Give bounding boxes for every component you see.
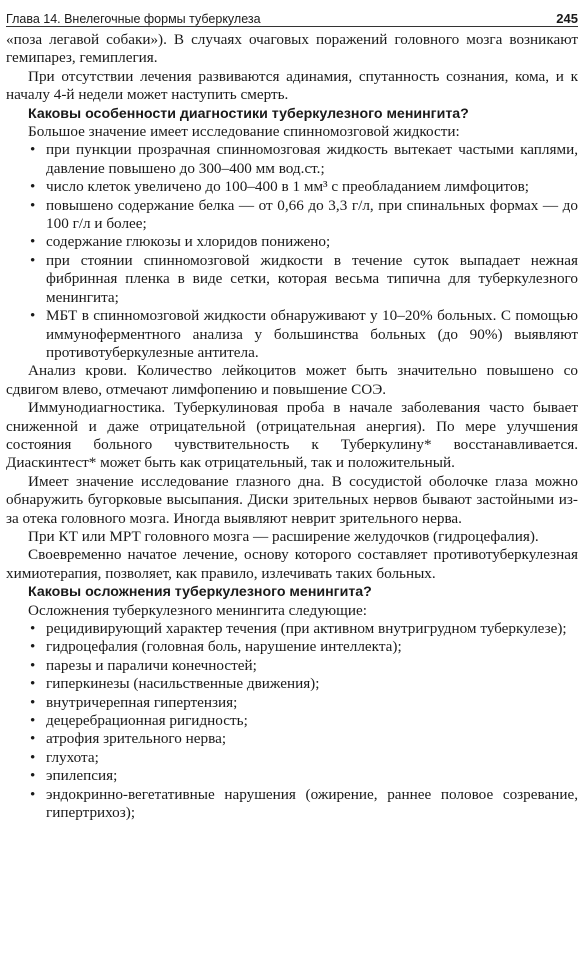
paragraph: При КТ или МРТ головного мозга — расширение желудочков (гидроцефалия). bbox=[28, 527, 539, 545]
list-item: • рецидивирующий характер течения (при активном внутригрудном туберкулезе); bbox=[28, 620, 578, 638]
list-item: • гидроцефалия (головная боль, нарушение интеллекта); bbox=[28, 638, 578, 656]
list-item: • повышено содержание белка — от 0,66 до 3,3 г/л, при спинальных формах — до 100 г/л и более; bbox=[28, 197, 578, 234]
csf-findings-list bbox=[6, 141, 578, 362]
complications-list bbox=[6, 620, 578, 822]
paragraph: Иммунодиагностика. Туберкулиновая проба в начале заболевания часто бывает сниженной и даже отрицательной (отрицательная анергия). По мере улучшения состояния больного чувствительность к Туберкулину* восстанавливается. Диаскинтест* может быть как отрицательный, так и положительный. bbox=[6, 399, 578, 472]
list-item: • децеребрационная ригидность; bbox=[28, 712, 578, 730]
list-item: • МБТ в спинномозговой жидкости обнаруживают у 10–20% больных. С помощью иммуноферментного анализа у большинства больных (до 90%) выявляют противотуберкулезные антитела. bbox=[28, 307, 578, 362]
paragraph: Осложнения туберкулезного менингита следующие: bbox=[28, 601, 367, 619]
list-item: • при стоянии спинномозговой жидкости в течение суток выпадает нежная фибринная пленка в виде сетки, которая весьма типична для туберкулезного менингита; bbox=[28, 252, 578, 307]
question-heading: Каковы особенности диагностики туберкулезного менингита? bbox=[28, 105, 469, 122]
paragraph: «поза легавой собаки»). В случаях очаговых поражений головного мозга возникают гемипарез, гемиплегия. bbox=[6, 31, 578, 67]
page-number: 245 bbox=[556, 11, 578, 26]
list-item: • эндокринно-вегетативные нарушения (ожирение, раннее половое созревание, гипертрихоз); bbox=[28, 786, 578, 823]
body-text bbox=[6, 31, 578, 822]
list-item: • гиперкинезы (насильственные движения); bbox=[28, 675, 578, 693]
paragraph: При отсутствии лечения развиваются адинамия, спутанность сознания, кома, и к началу 4-й недели может наступить смерть. bbox=[6, 67, 578, 104]
paragraph: Анализ крови. Количество лейкоцитов может быть значительно повышено со сдвигом влево, отмечают лимфопению и повышение СОЭ. bbox=[6, 362, 578, 398]
list-item: • парезы и параличи конечностей; bbox=[28, 657, 578, 675]
list-item: • глухота; bbox=[28, 749, 578, 767]
paragraph: Имеет значение исследование глазного дна. В сосудистой оболочке глаза можно обнаружить бугорковые высыпания. Диски зрительных нервов бывают застойными из-за отека головного мозга. Иногда выявляют неврит зрительного нерва. bbox=[6, 472, 578, 527]
chapter-title: Глава 14. Внелегочные формы туберкулеза bbox=[6, 12, 261, 26]
list-item: • атрофия зрительного нерва; bbox=[28, 730, 578, 748]
list-item: • эпилепсия; bbox=[28, 767, 578, 785]
paragraph: Своевременно начатое лечение, основу которого составляет противотуберкулезная химиотерапия, позволяет, как правило, излечивать таких больных. bbox=[6, 546, 578, 582]
list-item: • число клеток увеличено до 100–400 в 1 мм³ с преобладанием лимфоцитов; bbox=[28, 178, 578, 196]
list-item: • внутричерепная гипертензия; bbox=[28, 694, 578, 712]
list-item: • при пункции прозрачная спинномозговая жидкость вытекает частыми каплями, давление повышено до 300–400 мм вод.ст.; bbox=[28, 141, 578, 178]
list-item: • содержание глюкозы и хлоридов понижено; bbox=[28, 233, 578, 251]
question-heading: Каковы осложнения туберкулезного менингита? bbox=[28, 584, 372, 601]
paragraph: Большое значение имеет исследование спинномозговой жидкости: bbox=[28, 123, 460, 141]
running-header bbox=[6, 0, 578, 27]
